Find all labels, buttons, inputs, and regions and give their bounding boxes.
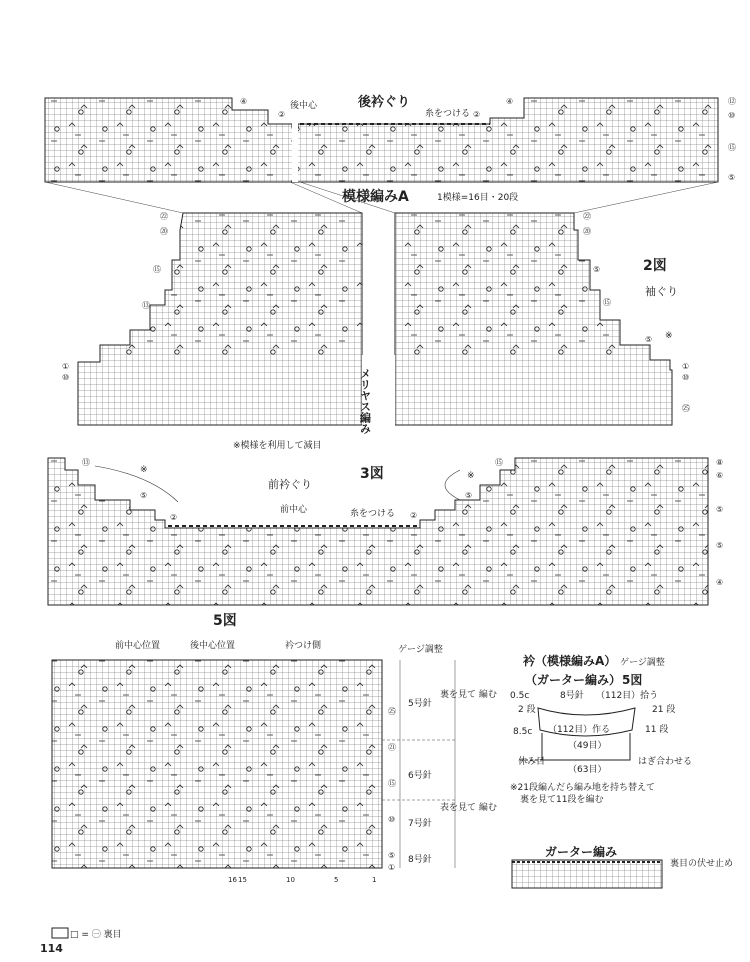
mark-back-2L: ② [278,110,286,119]
mark-back-80: ⑩ [728,111,736,120]
mark-arm-10R: ⑩ [682,373,690,382]
collar-49: （49目） [568,741,607,751]
star-fig3-right: ※ [467,471,475,481]
mark-front-5R: ⑤ [465,491,473,500]
collar-side: 衿つけ側 [285,641,322,651]
collar-garter: （ガーター編み） [525,673,622,687]
tick-5: 5 [334,876,339,884]
mark-front-50: ⑤ [716,541,724,550]
collar-gauge: ゲージ調整 [620,658,665,668]
collar-05c: 0.5c [510,691,530,701]
collar-chart [52,660,455,868]
mark-collar-21: ㉑ [388,743,396,752]
attach-yarn-front: 糸をつける [350,509,396,519]
mark-arm-15R: ⑮ [603,298,611,307]
front-center-label: 前中心 [280,505,308,515]
tick-1: 1 [372,876,377,884]
fig2-label: 2図 [643,258,667,274]
mark-arm-20R: ⑳ [583,227,591,236]
garter-title: ガーター編み [545,845,618,859]
collar-title: 衿（模様編みA） [523,654,617,668]
tick-10: 10 [286,876,295,884]
front-center-pos: 前中心位置 [115,641,161,651]
legend-text: □ = ㊀ 裏目 [70,930,122,940]
mark-front-55: ⑤ [716,505,724,514]
collar-fig: 5図 [622,673,643,687]
back-neck-chart [45,98,718,182]
tick-15: 15 [238,876,247,884]
mark-front-85: ⑥ [716,471,724,480]
mark-front-13L: ⑬ [82,458,90,467]
wrong-side-note: 裏を見て 編む [440,690,497,700]
right-side-note: 表を見て 編む [440,803,497,813]
mark-back-4R: ④ [506,97,514,106]
back-center-pos: 後中心位置 [190,641,236,651]
gauge-adjust: ゲージ調整 [398,645,443,655]
attach-yarn-back: 糸をつける [425,109,471,119]
star-note-fig2: ※ [665,331,673,341]
collar-2rows: 2 段 [518,705,536,715]
mark-collar-15: ⑮ [388,779,396,788]
mark-arm-13L: ⑬ [142,301,150,310]
pattern-name: 模様編みA [342,189,409,205]
collar-make: （112目）作る [548,725,611,735]
mark-arm-1L: ① [62,362,70,371]
collar-note2: 裏を見て11段を編む [520,795,604,805]
mark-back-75: ⑮ [728,143,736,152]
mark-front-2L: ② [170,513,178,522]
mark-arm-1R: ① [682,362,690,371]
star-fig3-left: ※ [140,465,148,475]
garter-chart [512,860,662,888]
fig3-label: 3図 [360,466,384,482]
legend-box [52,928,68,938]
back-center-label: 後中心 [290,101,318,111]
mark-arm-25R: ㉕ [682,404,690,413]
mark-front-5L: ⑤ [140,491,148,500]
collar-11rows: 11 段 [645,725,669,735]
needle-8: 8号針 [408,855,432,865]
needle-7: 7号針 [408,819,432,829]
collar-needle8: 8号針 [560,691,584,701]
mark-collar-10: ⑩ [388,815,396,824]
front-neck-title: 前衿ぐり [268,478,312,491]
armhole-chart [78,213,672,430]
tick-16: 16 [228,876,237,884]
pattern-repeat: 1模様=16目・20段 [437,193,519,203]
mark-arm-15L: ⑮ [153,265,161,274]
mark-front-15R: ⑮ [495,458,503,467]
mark-collar-1: ① [388,863,396,872]
mark-arm-22R: ㉒ [583,212,591,221]
collar-rest: 休み目 [518,757,546,767]
page-number: 114 [40,942,63,955]
mark-back-82: ⑫ [728,97,736,106]
mark-back-5: ⑤ [728,173,736,182]
collar-85c: 8.5c [513,727,533,737]
collar-pick: （112目）拾う [596,691,659,701]
mark-collar-25: ㉕ [388,707,396,716]
garter-bind-off: 裏目の伏せ止め [670,859,734,869]
mark-arm-22L: ㉒ [160,212,168,221]
collar-join: はぎ合わせる [638,757,693,767]
mark-arm-10L: ⑩ [62,373,70,382]
armhole-label: 袖ぐり [645,285,678,298]
mark-front-45: ④ [716,578,724,587]
mark-back-4L: ④ [240,97,248,106]
mark-collar-5: ⑤ [388,851,396,860]
mark-front-81: ⑧ [716,458,724,467]
collar-63: （63目） [568,765,607,775]
mark-arm-20L: ⑳ [160,227,168,236]
mark-arm-5R: ⑤ [593,265,601,274]
mark-front-2R: ② [410,511,418,520]
stockinette-label: メリヤス編み [358,368,372,434]
needle-6: 6号針 [408,771,432,781]
mark-arm-5R2: ⑤ [645,335,653,344]
collar-21rows: 21 段 [652,705,676,715]
needle-5: 5号針 [408,699,432,709]
mark-back-2R: ② [473,110,481,119]
fig5-label: 5図 [213,613,237,629]
back-neck-title: 後衿ぐり [358,95,411,110]
collar-note1: ※21段編んだら編み地を持ち替えて [510,783,655,793]
fig3-note: ※模様を利用して減目 [233,441,322,451]
